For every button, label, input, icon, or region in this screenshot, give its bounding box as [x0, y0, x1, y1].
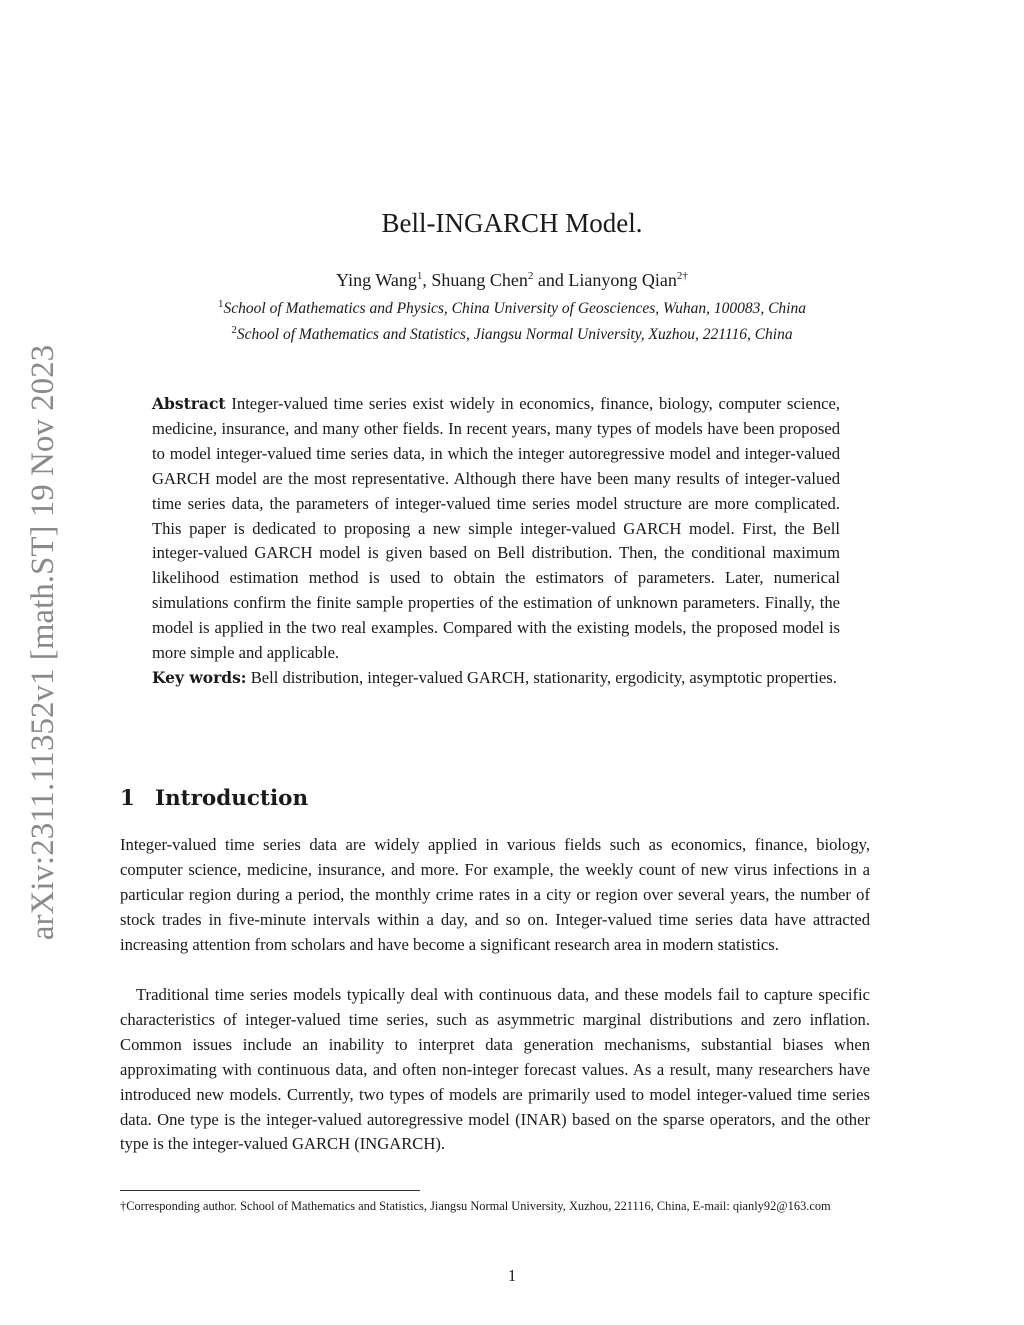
author-sup: 2†	[676, 270, 688, 282]
arxiv-stamp-text: arXiv:2311.11352v1 [math.ST] 19 Nov 2023	[25, 344, 61, 941]
abstract-body	[152, 392, 840, 666]
abstract-text: Integer-valued time series exist widely in economics, finance, biology, computer science, medicine, insurance, and many other fields. In recent years, many types of models have been proposed to model integer-valued time series data, in which the integer autoregressive model and integer-valued GARCH model are the most representative. Although there have been many results of integer-valued time series data, the parameters of integer-valued time series model structure are more complicated. This paper is dedicated to proposing a new simple integer-valued GARCH model. First, the Bell integer-valued GARCH model is given based on Bell distribution. Then, the conditional maximum likelihood estimation method is used to obtain the estimators of parameters. Later, numerical simulations confirm the finite sample properties of the estimation of unknown parameters. Finally, the model is applied in the two real examples. Compared with the existing models, the proposed model is more simple and applicable.	[152, 394, 840, 663]
paragraph-text: Traditional time series models typically deal with continuous data, and these models fail to capture specific characteristics of integer-valued time series, such as asymmetric marginal distributions and zero inflation. Common issues include an inability to interpret data generation mechanisms, substantial biases when approximating with continuous data, and often non-integer forecast values. As a result, many researchers have introduced new models. Currently, two types of models are primarily used to model integer-valued time series data. One type is the integer-valued autoregressive model (INAR) based on the sparse operators, and the other type is the integer-valued GARCH (INGARCH).	[120, 985, 870, 1154]
page-number: 1	[507, 1266, 517, 1285]
section-title: Introduction	[154, 786, 309, 811]
author-separator: and	[533, 270, 569, 290]
author-sup: 2	[527, 270, 534, 282]
keywords-label: Key words:	[152, 667, 247, 687]
keywords	[152, 666, 840, 691]
body-paragraph-1	[120, 833, 870, 958]
author-name: Lianyong Qian	[568, 270, 677, 290]
footnote-rule	[120, 1190, 420, 1191]
abstract	[152, 392, 840, 691]
author-sup: 1	[416, 270, 423, 282]
body-paragraph-2	[120, 983, 870, 1157]
affiliation-text: School of Mathematics and Physics, China University of Geosciences, Wuhan, 100083, China	[223, 300, 806, 318]
section-number: 1	[120, 786, 135, 811]
paper-title: Bell-INGARCH Model.	[381, 208, 643, 238]
author-separator: ,	[422, 270, 432, 290]
section-heading	[120, 786, 308, 811]
footnote: †Corresponding author. School of Mathematics and Statistics, Jiangsu Normal University, Xuzhou, 221116, China, E-mail: qianly92@163.com	[120, 1199, 831, 1213]
affiliation-sup: 1	[218, 298, 224, 310]
affiliation-sup: 2	[231, 324, 237, 336]
keywords-text: Bell distribution, integer-valued GARCH, stationarity, ergodicity, asymptotic properties.	[250, 667, 837, 687]
affiliation-1	[0, 298, 1024, 318]
affiliation-text: School of Mathematics and Statistics, Jiangsu Normal University, Xuzhou, 221116, China	[236, 326, 793, 344]
paragraph-text: Integer-valued time series data are widely applied in various fields such as economics, finance, biology, computer science, medicine, insurance, and more. For example, the weekly count of new virus infections in a particular region during a period, the monthly crime rates in a city or region over several years, the number of stock trades in five-minute intervals within a day, and so on. Integer-valued time series data have attracted increasing attention from scholars and have become a significant research area in modern statistics.	[120, 835, 870, 954]
author-list	[0, 270, 1024, 291]
author-name: Shuang Chen	[431, 270, 528, 290]
arxiv-stamp	[22, 330, 64, 955]
author-name: Ying Wang	[336, 270, 417, 290]
affiliation-2	[0, 324, 1024, 344]
abstract-label: Abstract	[152, 394, 226, 413]
